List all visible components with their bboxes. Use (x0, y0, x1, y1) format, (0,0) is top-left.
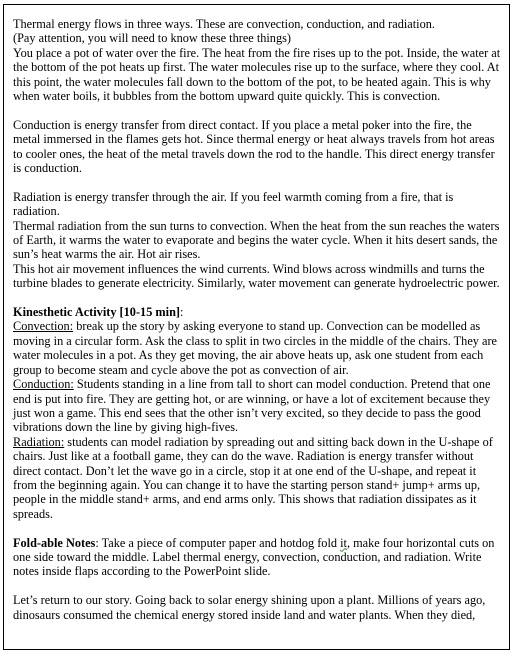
radiation-activity-text: students can model radiation by spreading out and sitting back down in the U-shape of chairs. Just like at a football game, they can do the wave. Radiation is energy transfer without direct contact. Don’t let the wave go in a circle, stop it at one end of the U-shape, and repeat it from the beginning again. You can change it to have the starting person stand+ jump+ arms up, people in the middle stand+ arms, and end arms only. This shows that radiation dissipates as it spreads. (13, 434, 493, 521)
air-movement-text: This hot air movement influences the wind currents. Wind blows across windmills and turns the turbine blades to generate electricity. Similarly, water movement can generate hydroelectric power. (13, 261, 500, 291)
convection-activity (13, 319, 501, 377)
conduction-activity-text: Students standing in a line from tall to short can model conduction. Pretend that one end is put into fire. They are getting hot, or are winning, or have a lot of excitement because they just won a game. This end sees that the other isn’t very excited, so they decide to pass the good vibrations down the line by giving high-fives. (13, 377, 491, 435)
convection-text: You place a pot of water over the fire. The heat from the fire rises up to the pot. Inside, the water at the bottom of the pot heats up first. The water molecules rise up to the surface, where they cool. At this point, the water molecules fall down to the bottom of the pot, to be heated again. This is why when water boils, it bubbles from the bottom upward quite quickly. This is convection. (13, 45, 501, 104)
foldable-text-before: : Take a piece of computer paper and hotdog fold (95, 535, 341, 550)
kinesthetic-heading-colon: : (180, 305, 184, 320)
story-return-paragraph: Let’s return to our story. Going back to solar energy shining upon a plant. Millions of years ago, dinosaurs consumed the chemical energy stored inside land and water plants. When they died, (13, 593, 486, 622)
radiation-paragraph (13, 190, 501, 291)
conduction-label: Conduction: (13, 377, 74, 392)
radiation-label: Radiation: (13, 434, 65, 449)
intro-line: Thermal energy flows in three ways. These are convection, conduction, and radiation. (13, 17, 435, 31)
foldable-text-after: , make four horizontal cuts on one side toward the middle. Label thermal energy, convection, conduction, and radiation. Write notes inside flaps according to the PowerPoint slide. (13, 535, 495, 579)
foldable-notes-paragraph (13, 536, 501, 579)
kinesthetic-section (13, 305, 501, 521)
convection-label: Convection: (13, 319, 74, 334)
conduction-paragraph: Conduction is energy transfer from direct contact. If you place a metal poker into the fire, the metal immersed in the flames gets hot. Since thermal energy or heat always travels from hot areas to cooler ones, the heat of the metal travels down the rod to the handle. This direct energy transfer is conduction. (13, 117, 495, 176)
grammar-flagged-word: it (340, 535, 347, 550)
thermal-intro-paragraph (13, 17, 501, 103)
intro-note: (Pay attention, you will need to know these three things) (13, 31, 291, 46)
foldable-heading: Fold-able Notes (13, 535, 96, 550)
conduction-activity (13, 377, 501, 435)
radiation-activity (13, 435, 501, 521)
kinesthetic-heading: Kinesthetic Activity [10-15 min] (13, 305, 181, 320)
thermal-radiation-text: Thermal radiation from the sun turns to convection. When the heat from the sun reaches the waters of Earth, it warms the water to evaporate and begins the water cycle. When it hits desert sands, the sun’s heat warms the air. Hot air rises. (13, 218, 500, 262)
document-page (3, 4, 510, 650)
convection-activity-text: break up the story by asking everyone to stand up. Convection can be modelled as moving in a circular form. Ask the class to split in two circles in the middle of the chairs. They are water molecules in a pot. As they get moving, the air above heats up, ask one student from each group to become steam and cycle above the pot as convection of air. (13, 319, 498, 377)
kinesthetic-heading-line (13, 305, 501, 319)
radiation-intro: Radiation is energy transfer through the air. If you feel warmth coming from a fire, that is radiation. (13, 189, 454, 219)
